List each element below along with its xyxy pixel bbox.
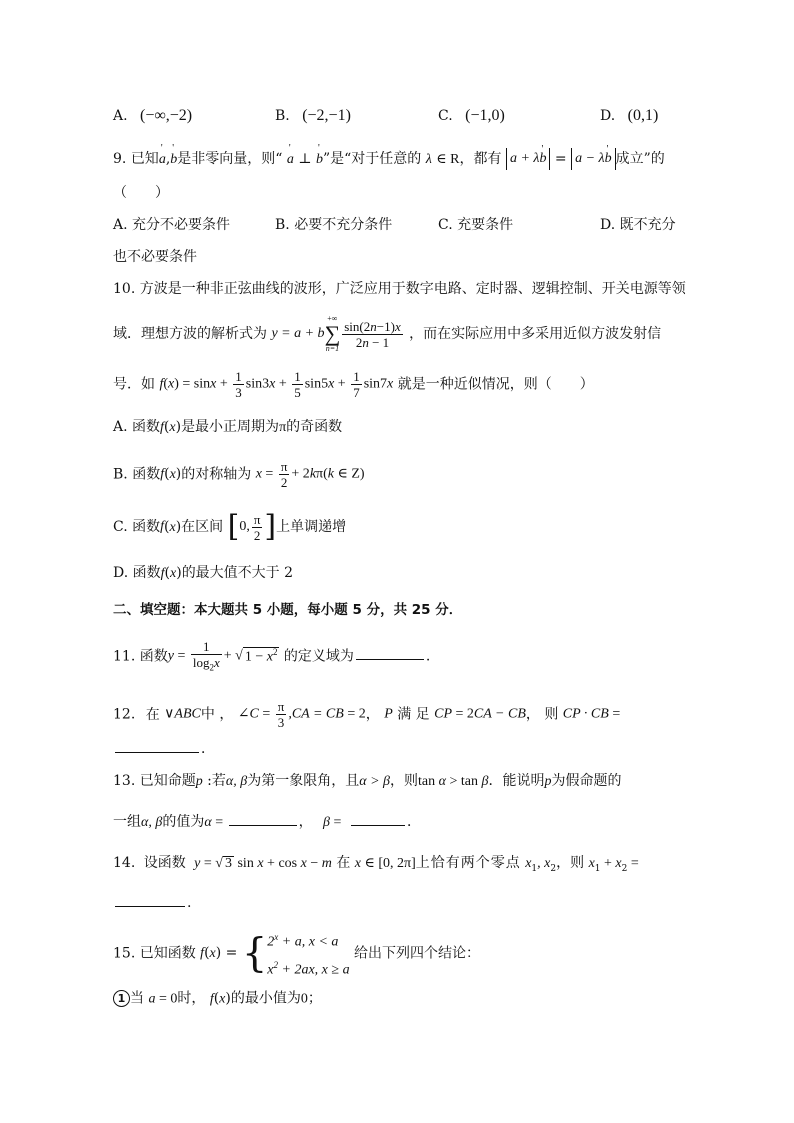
q10-option-a: A. 函数f(x)是最小正周期为π的奇函数 (113, 419, 343, 435)
q10-stem-line1 (113, 282, 686, 296)
q9-stem: 9. 已知' a,' b是非零向量，则“ ' a ⊥ ' b”是“对于任意的 λ ∈ R，都有 a + λ' b = a − λ' b 成立”的 (113, 148, 665, 170)
q14-stem-1: 设函数 (143, 855, 186, 871)
q15-conclusion-1: 1 当 a = 0时， f(x)的最小值为0； (113, 990, 322, 1007)
q14-number: 14. (113, 855, 136, 871)
q10-option-a-1: A. 函数 (113, 419, 161, 435)
q14-stem-3: 上恰有两个零点 (415, 855, 521, 871)
q8-option-a-label: A. (113, 108, 128, 124)
q11-stem-1: 函数 (139, 648, 168, 665)
q11-stem-2: 的定义域为 (283, 648, 354, 665)
q8-option-c: (−1,0) (465, 107, 505, 124)
q8-option-a: (−∞,−2) (140, 107, 193, 124)
q14-answer-line (113, 896, 191, 910)
q13-line2: 一组α, β的值为α = ， β = ． (113, 814, 421, 830)
q11-end: . (425, 648, 431, 665)
q12-stem-2: 中 ， (200, 706, 234, 723)
q12-end: ． (201, 741, 215, 757)
q15-c1-2: 时， (177, 990, 206, 1007)
q9-paren: （ ） (113, 185, 169, 201)
q10-option-d: D. 函数f(x)的最大值不大于 2 (113, 565, 294, 581)
q9-abs-left: a + λ' b (506, 148, 551, 170)
q10-stem-line3: 号．如 f(x) = sinx + $\frac{1}{3}$ sin3x + $\frac{1}{5}$ sin5x + $\frac{1}{7}$ sin7x 就是一种近似情况，则（ ） (113, 369, 594, 400)
q13-end: ． (406, 814, 421, 830)
q9-abs-right: a − λ' b (571, 148, 616, 170)
q10-option-b-2: 的对称轴为 (181, 466, 252, 483)
q8-option-b: (−2,−1) (302, 107, 351, 124)
q9-stem-5: 成立”的 (615, 151, 665, 167)
q10-option-c-2: 在区间 (181, 519, 224, 535)
q8-options (113, 108, 192, 124)
q12-answer-line (113, 742, 215, 756)
q13-alpha-blank[interactable] (229, 824, 297, 826)
q13-beta-blank[interactable] (351, 824, 405, 826)
q14-stem-4: ，则 (556, 855, 585, 871)
q8-option-d-wrap (600, 108, 658, 124)
q10-stem-2b: ，而在实际应用中多采用近似方波发射信 (409, 326, 662, 342)
q10-option-a-3: 的奇函数 (286, 419, 343, 435)
q14-stem: 14. 设函数 y = √ 3 sin x + cos x − m 在 x ∈ [0, 2π]上恰有两个零点 $x_1$, $x_2$，则 $x_1 + x_2$ = (113, 855, 639, 874)
q13-stem-5: ．能说明 (488, 773, 545, 789)
q10-option-b: B. 函数f(x)的对称轴为 x = $\frac{\pi}{2}$ + 2kπ(k ∈ Z) (113, 459, 365, 490)
q14-end: . (187, 895, 192, 911)
q10-option-a-2: 是最小正周期为 (181, 419, 280, 435)
conclusion-1-marker: 1 (113, 990, 130, 1007)
q10-option-c-1: C. 函数 (113, 519, 161, 535)
q10-option-d-1: D. 函数 (113, 565, 161, 581)
q10-stem-3a: 号．如 (113, 376, 155, 393)
q13-line2-2: 的值为 (162, 814, 205, 830)
q12-stem-4: 满 足 (397, 706, 430, 723)
q8-option-b-label: B. (275, 108, 290, 124)
q10-stem-3b: 就是一种近似情况，则（ ） (397, 376, 594, 393)
q9-stem-1: 已知 (130, 151, 159, 167)
q10-option-d-2: 的最大值不大于 2 (181, 565, 294, 581)
q13-line2-1: 一组 (113, 814, 141, 830)
q10-stem-1: 方波是一种非正弦曲线的波形，广泛应用于数字电路、定时器、逻辑控制、开关电源等领 (139, 281, 686, 297)
q8-option-c-wrap (438, 108, 505, 124)
q14-answer-blank[interactable] (115, 905, 185, 907)
sum-sign: +∞ ∑ n=1 (324, 314, 341, 353)
q13-stem-1: 已知命题 (139, 773, 196, 789)
q11-answer-blank[interactable] (356, 658, 424, 660)
q10-option-c: C. 函数f(x)在区间 [0, $\frac{\pi}{2}$ ]上单调递增 (113, 509, 347, 544)
q10-option-c-3: 上单调递增 (276, 519, 347, 535)
q10-stem-2a: 域．理想方波的解析式为 (113, 326, 267, 342)
q9-stem-3: ”是“对于任意的 (322, 151, 422, 167)
q9-stem-2: 是非零向量，则“ (177, 151, 283, 167)
q10-option-b-1: B. 函数 (113, 466, 161, 483)
q15-stem-1: 已知函数 (139, 945, 196, 962)
q11-number: 11. (113, 648, 136, 665)
q10-number: 10. (113, 281, 136, 297)
section-2-heading: 二、填空题：本大题共 5 小题，每小题 5 分，共 25 分． (113, 602, 463, 618)
q15-number: 15. (113, 945, 136, 962)
q15-stem-2: 给出下列四个结论： (354, 945, 481, 962)
q9-stem-4: ，都有 (459, 151, 502, 167)
q14-stem-2: 在 (336, 855, 351, 871)
q13-stem-3: 为第一象限角，且 (247, 773, 360, 789)
q15-c1-end: ； (307, 990, 322, 1007)
q8-option-d-label: D. (600, 108, 616, 124)
q10-stem-line2: 域．理想方波的解析式为 y = a + b +∞ ∑ n=1 $\frac{\sin(2n-1)x}{2n - 1}$ ，而在实际应用中多采用近似方波发射信 (113, 314, 662, 353)
q13-line2-3: ， (298, 814, 313, 830)
q11-stem: 11. 函数y = $\frac{1}{\log_2x}$ + √ $1 - x^2$ 的定义域为 . (113, 639, 431, 673)
q9-option-a: A. 充分不必要条件 (113, 217, 231, 233)
q15-c1-3: 的最小值为 (230, 990, 301, 1007)
q15-c1-1: 当 (130, 990, 144, 1007)
q12-stem-3: ， (365, 706, 380, 723)
q12-stem-1: 在 (145, 706, 160, 723)
q12-answer-blank[interactable] (115, 751, 199, 753)
piecewise-cases: $2^x + a$, x < a $x^2 + 2ax$, x ≥ a (267, 932, 350, 978)
q8-option-d: (0,1) (627, 107, 659, 124)
q9-number: 9. (113, 151, 127, 167)
q13-stem-2: 若 (211, 773, 226, 789)
q13-stem-6: 为假命题的 (551, 773, 622, 789)
q12-stem: 12. 在 ∨ABC中 ， ∠C = $\frac{\pi}{3}$ ,CA = CB = 2， P 满 足 CP = 2CA − CB， 则 CP · CB = (113, 699, 621, 730)
q9-option-c: C. 充要条件 (438, 217, 514, 233)
q8-option-b-wrap (275, 108, 351, 124)
q15-stem: 15. 已知函数 $f(x) = \{2^x + a$, x < a $x^2 + 2ax$, x ≥ a 给出下列四个结论： (113, 926, 480, 981)
q12-stem-5: ， 则 (525, 706, 559, 723)
q9-option-d-cont: 也不必要条件 (113, 249, 197, 265)
q9-option-b: B. 必要不充分条件 (275, 217, 393, 233)
q12-number: 12. (113, 706, 136, 723)
q13-stem-4: ，则 (390, 773, 418, 789)
q13-number: 13. (113, 773, 136, 789)
q9-option-d: D. 既不充分 (600, 217, 676, 233)
q8-option-c-label: C. (438, 108, 453, 124)
q13-stem: 13. 已知命题p :若α, β为第一象限角，且α > β，则tan α > tan β．能说明p为假命题的 (113, 773, 622, 789)
